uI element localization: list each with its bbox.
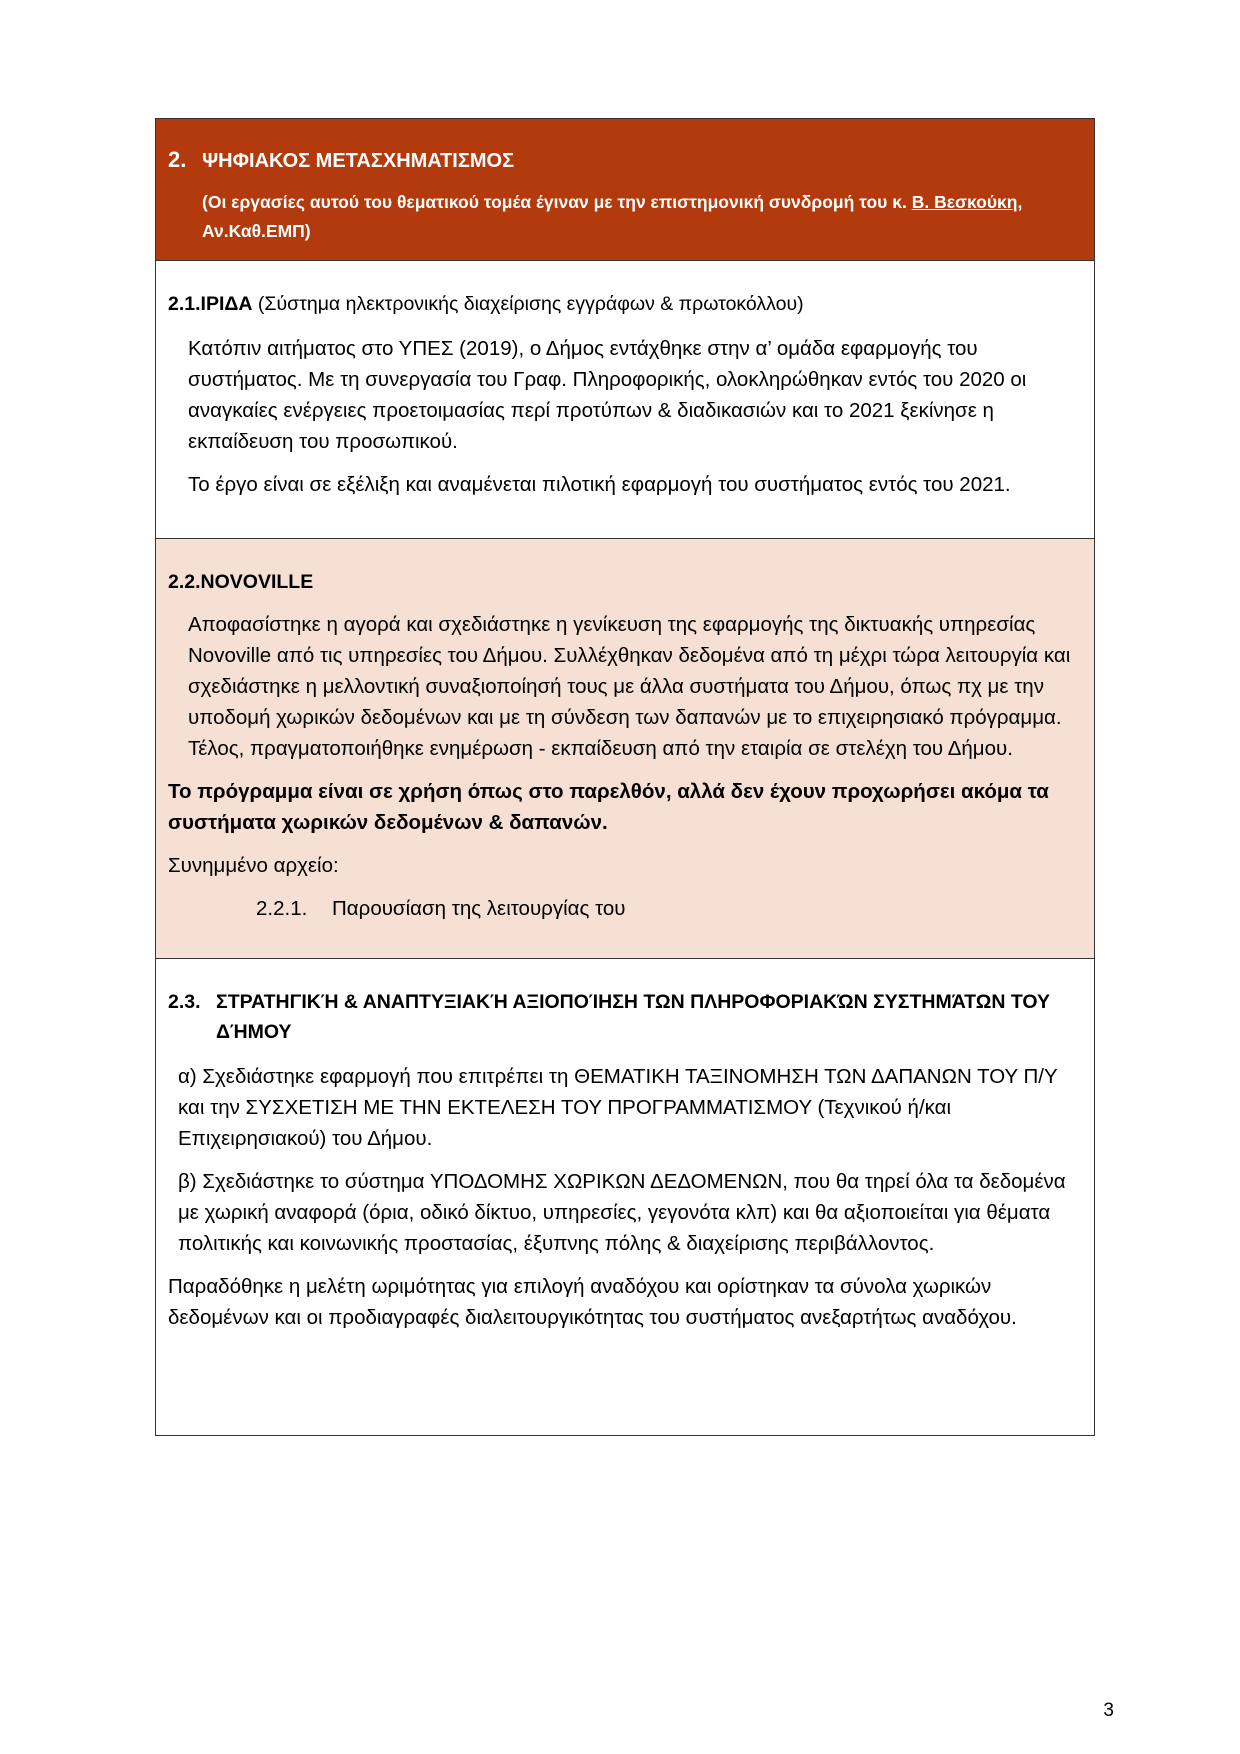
section-novoville-number: 2.2.: [168, 571, 201, 593]
section-strategy-final: Παραδόθηκε η μελέτη ωριμότητας για επιλογή αναδόχου και ορίστηκαν τα σύνολα χωρικών δεδομένων και οι προδιαγραφές διαλειτουργικότητας του συστήματος ανεξαρτήτως αναδόχου.: [168, 1275, 1017, 1329]
section-strategy: [156, 959, 1094, 1435]
section-iris-name: ΙΡΙΔΑ: [200, 293, 253, 315]
header-title: ΨΗΦΙΑΚΟΣ ΜΕΤΑΣΧΗΜΑΤΙΣΜΟΣ: [202, 150, 515, 172]
section-strategy-item-a: α) Σχεδιάστηκε εφαρμογή που επιτρέπει τη ΘΕΜΑΤΙΚΗ ΤΑΞΙΝΟΜΗΣΗ ΤΩΝ ΔΑΠΑΝΩΝ ΤΟΥ Π/Υ και την ΣΥΣΧΕΤΙΣΗ ΜΕ ΤΗΝ ΕΚΤΕΛΕΣΗ ΤΟΥ ΠΡΟΓΡΑΜΜΑΤΙΣΜΟΥ (Τεχνικού ή/και Επιχειρησιακού) του Δήμου.: [178, 1065, 1058, 1150]
header-number: 2.: [168, 147, 187, 172]
section-iris-number: 2.1.: [168, 293, 201, 315]
section-novoville-name: NOVOVILLE: [200, 571, 314, 593]
section-iris-para2: Το έργο είναι σε εξέλιξη και αναμένεται πιλοτική εφαρμογή του συστήματος εντός του 2021.: [188, 473, 1011, 496]
section-strategy-body: [178, 1061, 1080, 1259]
section-iris-title: [168, 289, 1080, 319]
section-iris-para1: Κατόπιν αιτήματος στο ΥΠΕΣ (2019), ο Δήμος εντάχθηκε στην α’ ομάδα εφαρμογής του συστήματος. Με τη συνεργασία του Γραφ. Πληροφορικής, ολοκληρώθηκαν εντός του 2020 οι αναγκαίες ενέργειες προετοιμασίας περί προτύπων & διαδικασιών και το 2021 ξεκίνησε η εκπαίδευση του προσωπικού.: [188, 337, 1027, 453]
section-strategy-item-b: β) Σχεδιάστηκε το σύστημα ΥΠΟΔΟΜΗΣ ΧΩΡΙΚΩΝ ΔΕΔΟΜΕΝΩΝ, που θα τηρεί όλα τα δεδομένα με χωρική αναφορά (όρια, οδικό δίκτυο, υπηρεσίες, γεγονότα κλπ) και θα αξιοποιείται για θέματα πολιτικής και κοινωνικής προστασίας, έξυπνης πόλης & διαχείρισης περιβάλλοντος.: [178, 1170, 1066, 1255]
section-iris-note: (Σύστημα ηλεκτρονικής διαχείρισης εγγράφων & πρωτοκόλλου): [252, 293, 804, 315]
header-subtitle-name-link[interactable]: Β. Βεσκούκη: [911, 192, 1018, 212]
section-iris-body: [188, 333, 1080, 500]
header-subtitle: [202, 188, 1074, 246]
section-strategy-name: ΣΤΡΑΤΗΓΙΚΉ & ΑΝΑΠΤΥΞΙΑΚΉ ΑΞΙΟΠΟΊΗΣΗ ΤΩΝ ΠΛΗΡΟΦΟΡΙΑΚΏΝ ΣΥΣΤΗΜΆΤΩΝ ΤΟΥ ΔΉΜΟΥ: [216, 991, 1051, 1043]
section-strategy-title: [168, 987, 1080, 1047]
section-novoville-para1: Αποφασίστηκε η αγορά και σχεδιάστηκε η γενίκευση της εφαρμογής της δικτυακής υπηρεσίας Novoville από τις υπηρεσίες του Δήμου. Συλλέχθηκαν δεδομένα από τη μέχρι τώρα λειτουργία και σχεδιάστηκε η μελλοντική συναξιοποίησή τους με άλλα συστήματα του Δήμου, όπως πχ με την υποδομή χωρικών δεδομένων και με τη σύνδεση των δαπανών με το επιχειρησιακό πρόγραμμα. Τέλος, πραγματοποιήθηκε ενημέρωση - εκπαίδευση από την εταιρία σε στελέχη του Δήμου.: [188, 613, 1071, 760]
header-subtitle-pre: (Οι εργασίες αυτού του θεματικού τομέα έγιναν με την επιστημονική συνδρομή του κ.: [202, 192, 912, 212]
page-number: 3: [1103, 1700, 1114, 1721]
section-novoville-body: [188, 609, 1080, 764]
header-subtitle-post: , Αν.Καθ.ΕΜΠ): [202, 192, 1023, 241]
attachment-text: Παρουσίαση της λειτουργίας του: [332, 897, 626, 920]
section-iris: [156, 261, 1094, 539]
header-title-line: [168, 147, 1074, 174]
section-strategy-number: 2.3.: [168, 991, 201, 1013]
section-novoville: [156, 539, 1094, 959]
section-novoville-status: Το πρόγραμμα είναι σε χρήση όπως στο παρελθόν, αλλά δεν έχουν προχωρήσει ακόμα τα συστήματα χωρικών δεδομένων & δαπανών.: [168, 780, 1049, 834]
section-novoville-title: [168, 567, 1080, 597]
document-table: [155, 118, 1095, 1436]
attachment-number: 2.2.1.: [256, 897, 308, 920]
section-header: [156, 119, 1094, 261]
section-novoville-attachment-label: Συνημμένο αρχείο:: [168, 854, 339, 877]
attachment-item: [256, 893, 1080, 924]
